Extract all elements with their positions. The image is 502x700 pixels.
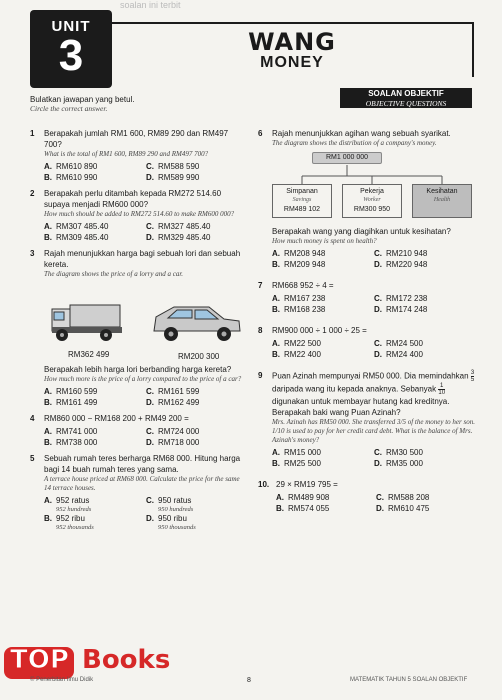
question-7 — [258, 280, 476, 315]
q-number: 3 — [30, 249, 35, 258]
health-box: Kesihatan Health — [412, 184, 472, 218]
option-c[interactable]: C. RM724 000 — [146, 427, 200, 436]
q-text-en: A terrace house priced at RM68 000. Calculate the price for the same 14 terrace houses. — [44, 475, 240, 492]
q-text-en: The diagram shows the distribution of a company's money. — [272, 139, 437, 147]
section-header — [340, 88, 472, 108]
savings-box: Simpanan Savings RM489 102 — [272, 184, 332, 218]
option-a[interactable]: A. RM208 948 — [272, 249, 326, 258]
q-number: 5 — [30, 454, 35, 463]
option-c[interactable]: C. RM172 238 — [374, 294, 428, 303]
option-a[interactable]: A. RM160 599 — [44, 387, 98, 396]
fraction-3-5: $\frac{3}{5}$ — [470, 370, 475, 383]
left-column — [30, 128, 248, 536]
total-box: RM1 000 000 — [312, 152, 382, 164]
q-number: 8 — [258, 326, 263, 335]
section-en: OBJECTIVE QUESTIONS — [365, 99, 447, 108]
car-price: RM200 300 — [178, 352, 220, 361]
q-number: 7 — [258, 281, 263, 290]
header-side-rule — [472, 22, 474, 77]
q-text-ms: Berapakah jumlah RM1 600, RM89 290 dan RM497 700? — [44, 129, 229, 149]
instruction-ms: Bulatkan jawapan yang betul. — [30, 95, 135, 104]
option-b[interactable]: B. RM22 400 — [272, 350, 321, 359]
q-text-ms: Rajah menunjukkan harga bagi sebuah lori dan sebuah kereta. — [44, 249, 241, 269]
options — [272, 248, 476, 270]
question-4 — [30, 413, 248, 448]
worker-box: Pekerja Worker RM300 950 — [342, 184, 402, 218]
q-text-ms: RM900 000 ÷ 1 000 ÷ 25 = — [272, 326, 367, 335]
q-number: 1 — [30, 129, 35, 138]
q-text-en: What is the total of RM1 600, RM89 290 and RM497 700? — [44, 150, 209, 158]
q-text-ms: Sebuah rumah teres berharga RM68 000. Hitung harga bagi 14 buah rumah teres yang sama. — [44, 454, 241, 474]
instruction — [30, 95, 135, 113]
question-8 — [258, 325, 476, 360]
logo-top: TOP — [10, 645, 69, 675]
option-c[interactable]: C. RM24 500 — [374, 339, 423, 348]
options — [44, 161, 248, 183]
option-b[interactable]: B. RM574 055 — [276, 504, 330, 513]
q-number: 6 — [258, 129, 263, 138]
option-d[interactable]: D. RM35 000 — [374, 459, 423, 468]
option-d[interactable]: D. RM174 248 — [374, 305, 428, 314]
title-en: MONEY — [260, 54, 324, 71]
option-b[interactable]: B. RM309 485.40 — [44, 233, 109, 242]
option-c[interactable]: C. RM588 208 — [376, 493, 430, 502]
footer-copyright: © Penerbitan Ilmu Didik — [30, 677, 94, 683]
option-a[interactable]: A. RM15 000 — [272, 448, 321, 457]
options — [272, 293, 476, 315]
option-c[interactable]: C. RM588 590 — [146, 162, 200, 171]
option-a[interactable]: A. RM610 890 — [44, 162, 98, 171]
options — [272, 447, 476, 469]
fraction-1-10: $\frac{1}{10}$ — [438, 383, 446, 396]
options — [44, 426, 248, 448]
option-d[interactable]: D. RM162 499 — [146, 398, 200, 407]
option-d[interactable]: D. RM329 485.40 — [146, 233, 211, 242]
option-b[interactable]: B. RM25 500 — [272, 459, 321, 468]
q-text-ms-2: Berapakah lebih harga lori berbanding harga kereta? — [44, 365, 232, 374]
question-6 — [258, 128, 476, 270]
option-a[interactable]: A. RM307 485.40 — [44, 222, 109, 231]
option-a[interactable]: A. 952 ratus 952 hundreds — [44, 496, 92, 513]
option-d[interactable]: D. RM610 475 — [376, 504, 430, 513]
options — [276, 492, 476, 514]
option-d[interactable]: D. 950 ribu 950 thousands — [146, 514, 196, 531]
options — [44, 495, 248, 531]
option-d[interactable]: D. RM718 000 — [146, 438, 200, 447]
option-d[interactable]: D. RM220 948 — [374, 260, 428, 269]
q-text-en-2: How much more is the price of a lorry compared to the price of a car? — [44, 375, 242, 383]
header-rule — [112, 22, 472, 24]
q-text-ms: RM668 952 ÷ 4 = — [272, 281, 334, 290]
logo-books: Books — [82, 645, 171, 675]
q-text-en: How much should be added to RM272 514.60 to make RM600 000? — [44, 210, 235, 218]
footer-book-title: MATEMATIK TAHUN 5 SOALAN OBJEKTIF — [350, 677, 468, 683]
option-a[interactable]: A. RM22 500 — [272, 339, 321, 348]
option-b[interactable]: B. 952 ribu 952 thousands — [44, 514, 94, 531]
title-ms: WANG — [248, 28, 336, 56]
question-1 — [30, 128, 248, 183]
q-text-ms: 29 × RM19 795 = — [276, 480, 338, 489]
option-b[interactable]: B. RM168 238 — [272, 305, 326, 314]
option-b[interactable]: B. RM738 000 — [44, 438, 98, 447]
instruction-en: Circle the correct answer. — [30, 104, 108, 113]
q-text-en: Mrs. Azinah has RM50 000. She transferred 3/5 of the money to her son. 1/10 is used to pay for her credit card debt. What is the balance of Mrs. Azinah's money? — [272, 418, 475, 444]
question-5 — [30, 453, 248, 531]
option-c[interactable]: C. RM327 485.40 — [146, 222, 211, 231]
lorry-price: RM362 499 — [68, 350, 110, 359]
question-2 — [30, 188, 248, 243]
vehicle-illustration — [44, 279, 248, 364]
option-b[interactable]: B. RM161 499 — [44, 398, 98, 407]
options — [44, 386, 248, 408]
q-number: 2 — [30, 189, 35, 198]
question-3 — [30, 248, 248, 408]
option-b[interactable]: B. RM209 948 — [272, 260, 326, 269]
option-a[interactable]: A. RM489 908 — [276, 493, 330, 502]
faint-top-text: soalan ini terbit — [120, 0, 181, 10]
q-text-ms: Berapakah perlu ditambah kepada RM272 514.60 supaya menjadi RM600 000? — [44, 189, 222, 209]
option-a[interactable]: A. RM167 238 — [272, 294, 326, 303]
unit-badge — [30, 10, 112, 88]
q-text-en-2: How much money is spent on health? — [272, 237, 377, 245]
q-text-ms: Puan Azinah mempunyai RM50 000. Dia memindahkan $\frac{3}{5}$ daripada wang itu kepada anaknya. Sebanyak $\frac{1}{10}$ digunakan untuk membayar hutang kad kreditnya. Berapakah baki wang Puan Azinah? — [272, 370, 475, 417]
question-9 — [258, 370, 476, 469]
page-number: 8 — [247, 677, 251, 684]
section-ms: SOALAN OBJEKTIF — [368, 89, 444, 98]
options — [272, 338, 476, 360]
option-c[interactable]: C. RM210 948 — [374, 249, 428, 258]
right-column — [258, 128, 476, 519]
option-c[interactable]: C. 950 ratus 950 hundreds — [146, 496, 194, 513]
q-number: 9 — [258, 371, 263, 380]
option-c[interactable]: C. RM30 500 — [374, 448, 423, 457]
question-10 — [258, 479, 476, 514]
option-b[interactable]: B. RM610 990 — [44, 173, 98, 182]
q-text-en: The diagram shows the price of a lorry and a car. — [44, 270, 184, 278]
unit-label: UNIT — [51, 18, 91, 35]
option-d[interactable]: D. RM24 400 — [374, 350, 423, 359]
option-d[interactable]: D. RM589 990 — [146, 173, 200, 182]
chapter-title — [112, 28, 472, 72]
q-number: 4 — [30, 414, 35, 423]
unit-number: 3 — [58, 31, 84, 80]
options — [44, 221, 248, 243]
option-a[interactable]: A. RM741 000 — [44, 427, 98, 436]
q-text-ms: RM860 000 − RM168 200 + RM49 200 = — [44, 414, 189, 423]
q-text-ms: Rajah menunjukkan agihan wang sebuah syarikat. — [272, 129, 451, 138]
distribution-diagram — [272, 152, 476, 222]
option-c[interactable]: C. RM161 599 — [146, 387, 200, 396]
q-number: 10. — [258, 480, 270, 489]
q-text-ms-2: Berapakah wang yang diagihkan untuk kesihatan? — [272, 227, 451, 236]
